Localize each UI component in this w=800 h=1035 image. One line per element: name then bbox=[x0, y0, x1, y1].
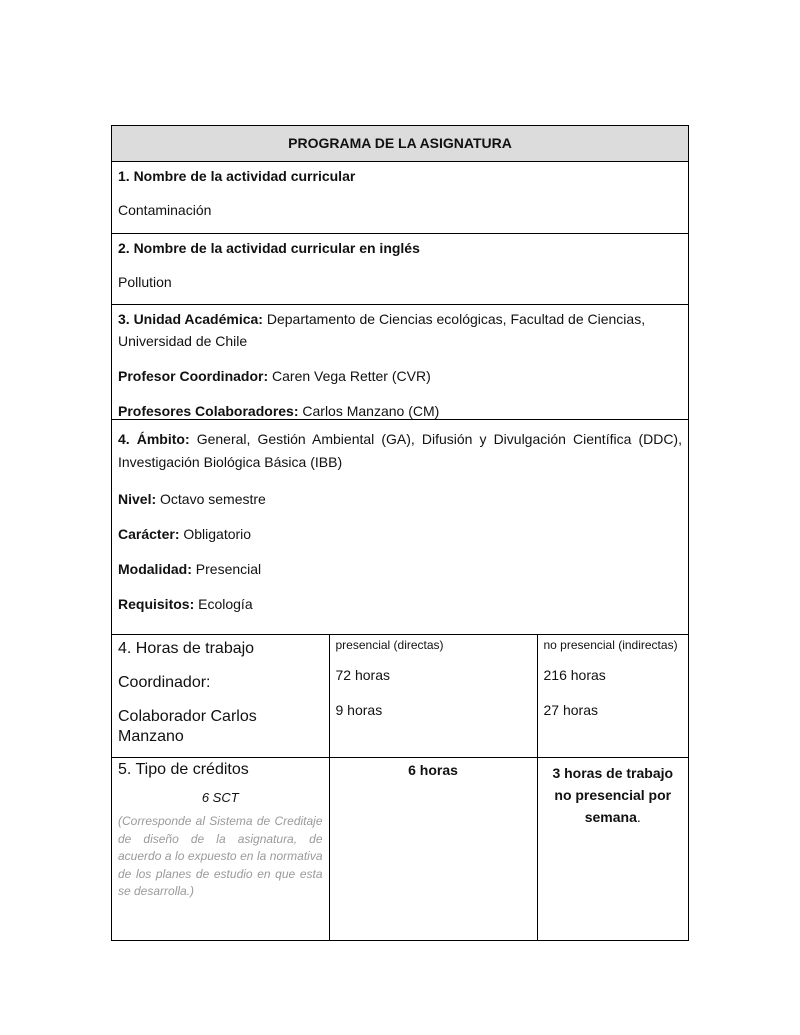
collaborator-presencial-hours: 9 horas bbox=[335, 702, 383, 718]
coordinator-label: Profesor Coordinador: bbox=[118, 368, 269, 384]
page-title: PROGRAMA DE LA ASIGNATURA bbox=[112, 126, 688, 161]
requirements-value: Ecología bbox=[194, 596, 253, 612]
academic-unit-value: Departamento de Ciencias ecológicas, Facultad de Ciencias, Universidad de Chile bbox=[118, 311, 646, 349]
academic-unit-line bbox=[118, 308, 682, 352]
activity-name-heading: 1. Nombre de la actividad curricular bbox=[118, 168, 356, 184]
hours-no-presencial-cell bbox=[537, 635, 688, 758]
credits-sct: 6 SCT bbox=[201, 790, 239, 805]
credits-hours: 6 horas bbox=[408, 762, 458, 778]
hours-presencial-header: presencial (directas) bbox=[335, 638, 444, 652]
level-line bbox=[118, 488, 682, 510]
hours-credits-table bbox=[112, 634, 688, 940]
hours-row bbox=[112, 635, 688, 758]
character-line bbox=[118, 523, 682, 545]
modality-line bbox=[118, 558, 682, 580]
credits-title: 5. Tipo de créditos bbox=[118, 761, 249, 778]
level-label: Nivel: bbox=[118, 491, 157, 507]
character-value: Obligatorio bbox=[179, 526, 252, 542]
hours-no-presencial-header: no presencial (indirectas) bbox=[543, 638, 678, 652]
activity-name-english-heading: 2. Nombre de la actividad curricular en inglés bbox=[118, 240, 420, 256]
modality-label: Modalidad: bbox=[118, 561, 192, 577]
course-program-table bbox=[111, 125, 689, 941]
credits-weekly bbox=[544, 762, 683, 828]
scope-value: General, Gestión Ambiental (GA), Difusión y Divulgación Científica (DDC), Investigación Biológica Básica (IBB) bbox=[118, 431, 682, 470]
scope-line bbox=[118, 428, 682, 474]
hours-coordinator-label: Coordinador: bbox=[118, 674, 211, 691]
activity-name-value: Contaminación bbox=[118, 202, 212, 218]
section-activity-name-english bbox=[112, 233, 688, 304]
activity-name-english-value: Pollution bbox=[118, 274, 172, 290]
coordinator-no-presencial-hours: 216 horas bbox=[543, 667, 606, 683]
character-label: Carácter: bbox=[118, 526, 180, 542]
collaborators-value: Carlos Manzano (CM) bbox=[298, 403, 440, 419]
hours-presencial-cell bbox=[329, 635, 537, 758]
credits-note: (Corresponde al Sistema de Creditaje de diseño de la asignatura, de acuerdo a lo expuesto en la normativa de los planes de estudio en que esta se desarrolla.) bbox=[118, 814, 323, 898]
credits-row bbox=[112, 758, 688, 940]
coordinator-line bbox=[118, 365, 682, 387]
hours-collaborator-label: Colaborador Carlos Manzano bbox=[118, 708, 257, 745]
collaborator-no-presencial-hours: 27 horas bbox=[543, 702, 598, 718]
credits-weekly-cell bbox=[537, 758, 688, 940]
scope-label: 4. Ámbito: bbox=[118, 431, 190, 447]
credits-hours-cell bbox=[329, 758, 537, 940]
modality-value: Presencial bbox=[191, 561, 262, 577]
credits-weekly-suffix: . bbox=[636, 809, 641, 825]
hours-title: 4. Horas de trabajo bbox=[118, 640, 255, 657]
coordinator-value: Caren Vega Retter (CVR) bbox=[268, 368, 431, 384]
level-value: Octavo semestre bbox=[156, 491, 266, 507]
requirements-line bbox=[118, 593, 682, 615]
requirements-label: Requisitos: bbox=[118, 596, 195, 612]
section-academic-unit bbox=[112, 304, 688, 419]
collaborators-label: Profesores Colaboradores: bbox=[118, 403, 299, 419]
section-scope bbox=[112, 419, 688, 634]
section-activity-name bbox=[112, 161, 688, 233]
coordinator-presencial-hours: 72 horas bbox=[335, 667, 390, 683]
academic-unit-label: 3. Unidad Académica: bbox=[118, 311, 263, 327]
credits-weekly-text: 3 horas de trabajo no presencial por semana bbox=[552, 765, 674, 825]
hours-label-cell bbox=[112, 635, 329, 758]
credits-label-cell bbox=[112, 758, 329, 940]
